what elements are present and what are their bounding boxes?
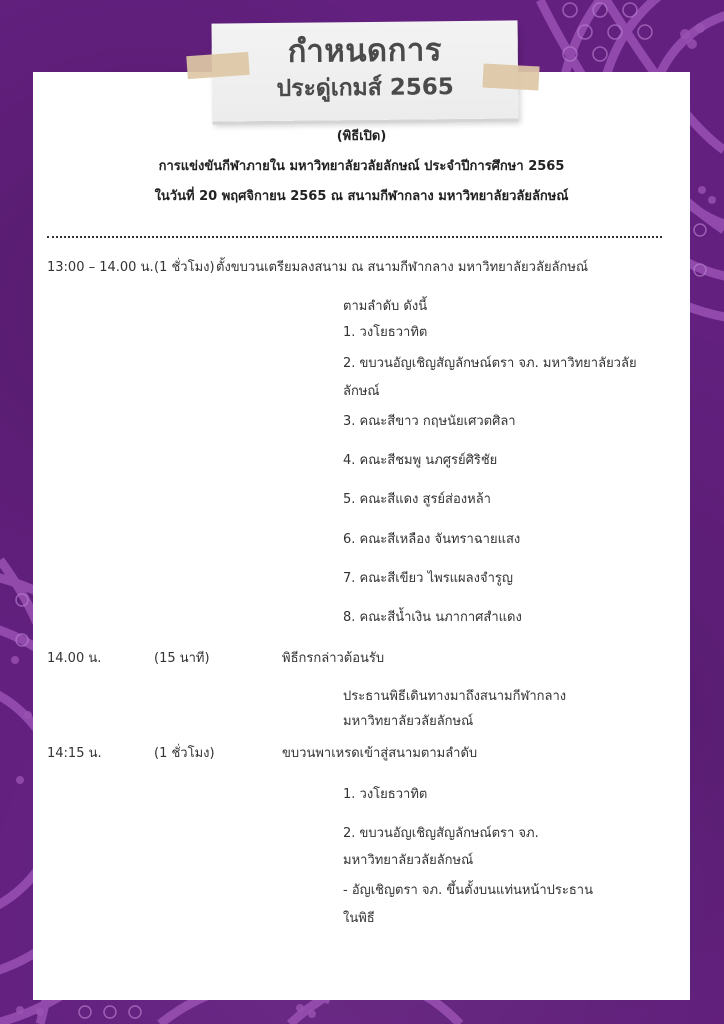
document-header bbox=[33, 126, 690, 216]
event-description: การแข่งขันกีฬาภายใน มหาวิทยาลัยวลัยลักษณ์ ประจำปีการศึกษา 2565 bbox=[158, 159, 565, 174]
schedule-detail: - อัญเชิญตรา จภ. ขึ้นตั้งบนแท่นหน้าประธาน bbox=[343, 883, 593, 898]
schedule-activity: พิธีกรกล่าวต้อนรับ bbox=[282, 651, 385, 666]
schedule-detail: ในพิธี bbox=[343, 911, 375, 926]
dotted-divider bbox=[47, 236, 662, 238]
schedule-duration: (15 นาที) bbox=[154, 651, 210, 666]
ceremony-label: (พิธีเปิด) bbox=[336, 129, 387, 144]
schedule-time: 13:00 – 14.00 น. bbox=[47, 260, 154, 275]
schedule-detail: 1. วงโยธวาทิต bbox=[343, 325, 428, 340]
schedule-duration: (1 ชั่วโมง) bbox=[154, 746, 215, 761]
schedule-detail: 1. วงโยธวาทิต bbox=[343, 787, 428, 802]
schedule-detail: 2. ขบวนอัญเชิญสัญลักษณ์ตรา จภ. มหาวิทยาลัยวลัย bbox=[343, 356, 637, 371]
schedule-detail: 4. คณะสีชมพู นภศูรย์ศิริชัย bbox=[343, 453, 498, 468]
schedule-activity: ตั้งขบวนเตรียมลงสนาม ณ สนามกีฬากลาง มหาวิทยาลัยวลัยลักษณ์ bbox=[216, 260, 589, 275]
schedule-detail: 2. ขบวนอัญเชิญสัญลักษณ์ตรา จภ. bbox=[343, 826, 539, 841]
title-banner bbox=[211, 20, 518, 121]
page-title: กำหนดการ bbox=[287, 32, 443, 70]
schedule-detail: มหาวิทยาลัยวลัยลักษณ์ bbox=[343, 714, 474, 729]
schedule-duration: (1 ชั่วโมง) bbox=[154, 260, 215, 275]
schedule-detail: ลักษณ์ bbox=[343, 384, 380, 399]
schedule-detail: 6. คณะสีเหลือง จันทราฉายแสง bbox=[343, 532, 521, 547]
event-date-location: ในวันที่ 20 พฤศจิกายน 2565 ณ สนามกีฬากลาง มหาวิทยาลัยวลัยลักษณ์ bbox=[154, 189, 569, 204]
schedule-detail: 5. คณะสีแดง สูรย์ส่องหล้า bbox=[343, 492, 491, 507]
schedule-detail: 7. คณะสีเขียว ไพรแผลงจำรูญ bbox=[343, 571, 513, 586]
schedule-activity: ขบวนพาเหรดเข้าสู่สนามตามลำดับ bbox=[282, 746, 478, 761]
tape-decoration-left bbox=[186, 52, 249, 79]
schedule-detail: มหาวิทยาลัยวลัยลักษณ์ bbox=[343, 853, 474, 868]
page-subtitle-event-name: ประดู่เกมส์ 2565 bbox=[276, 74, 454, 102]
schedule-detail: ประธานพิธีเดินทางมาถึงสนามกีฬากลาง bbox=[343, 689, 567, 704]
schedule-detail: ตามลำดับ ดังนี้ bbox=[343, 299, 428, 314]
schedule-time: 14.00 น. bbox=[47, 651, 102, 666]
schedule-detail: 8. คณะสีน้ำเงิน นภากาศสำแดง bbox=[343, 610, 522, 625]
schedule-time: 14:15 น. bbox=[47, 746, 102, 761]
schedule-detail: 3. คณะสีขาว กฤษนัยเศวตศิลา bbox=[343, 414, 516, 429]
tape-decoration-right bbox=[482, 64, 539, 91]
